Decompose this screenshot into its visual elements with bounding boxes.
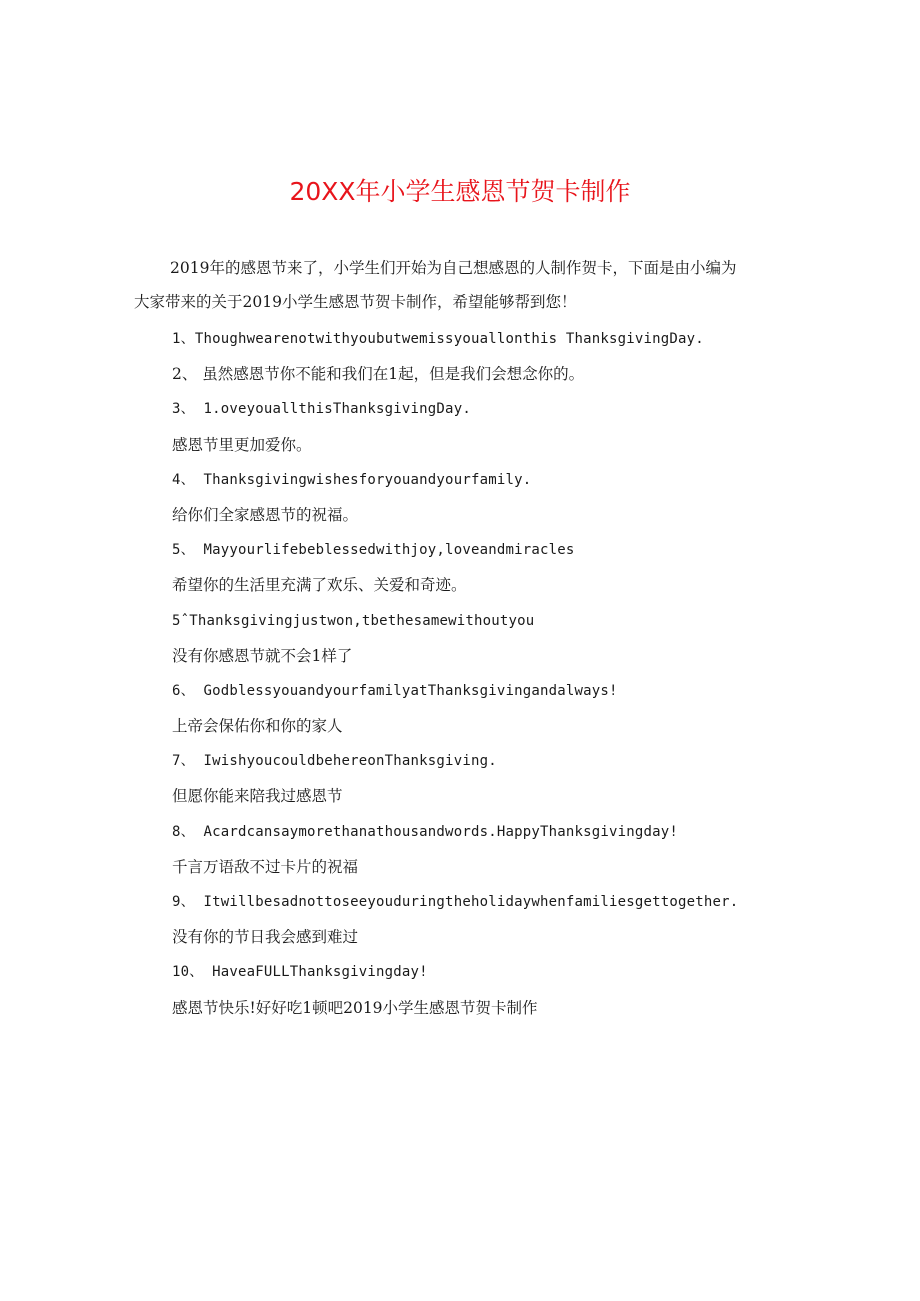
list-item: 7、 IwishyoucouldbehereonThanksgiving.	[172, 753, 497, 770]
list-item: 给你们全家感恩节的祝福。	[172, 505, 359, 524]
list-item: 感恩节里更加爱你。	[172, 435, 312, 454]
list-item: 5ˆThanksgivingjustwon‚tbethesamewithoutyou	[172, 612, 535, 629]
list-item: 2、 虽然感恩节你不能和我们在1起，但是我们会想念你的。	[172, 365, 585, 384]
list-item: 9、 Itwillbesadnottoseeyouduringtheholidaywhenfamiliesgettogether.	[172, 894, 739, 910]
intro-paragraph	[134, 251, 794, 319]
list-item: 1、Thoughwearenotwithyoubutwemissyouallonthis ThanksgivingDay.	[172, 331, 704, 347]
list-item: 3、 1.oveyouallthisThanksgivingDay.	[172, 401, 471, 418]
list-item: 6、 GodblessyouandyourfamilyatThanksgivingandalways!	[172, 682, 618, 699]
list-item: 千言万语敌不过卡片的祝福	[172, 857, 359, 876]
list-item: 4、 Thanksgivingwishesforyouandyourfamily.	[172, 471, 532, 488]
document-title: 20XX年小学生感恩节贺卡制作	[289, 177, 631, 206]
intro-line: 2019年的感恩节来了，小学生们开始为自己想感恩的人制作贺卡，下面是由小编为	[170, 259, 737, 277]
list-item: 5、 Mayyourlifebeblessedwithjoy,loveandmiracles	[172, 542, 575, 559]
greeting-list	[172, 322, 812, 1026]
list-item: 但愿你能来陪我过感恩节	[172, 787, 343, 806]
list-item: 没有你的节日我会感到难过	[172, 928, 359, 947]
list-item: 8、 Acardcansaymorethanathousandwords.HappyThanksgivingday!	[172, 823, 679, 840]
list-item: 上帝会保佑你和你的家人	[172, 717, 343, 736]
list-item: 希望你的生活里充满了欢乐、关爱和奇迹。	[172, 576, 467, 595]
list-item: 感恩节快乐!好好吃1顿吧2019小学生感恩节贺卡制作	[172, 998, 538, 1017]
list-item: 10、 HaveaFULLThanksgivingday!	[172, 964, 428, 981]
intro-line: 大家带来的关于2019小学生感恩节贺卡制作，希望能够帮到您！	[134, 293, 577, 311]
list-item: 没有你感恩节就不会1样了	[172, 646, 353, 665]
